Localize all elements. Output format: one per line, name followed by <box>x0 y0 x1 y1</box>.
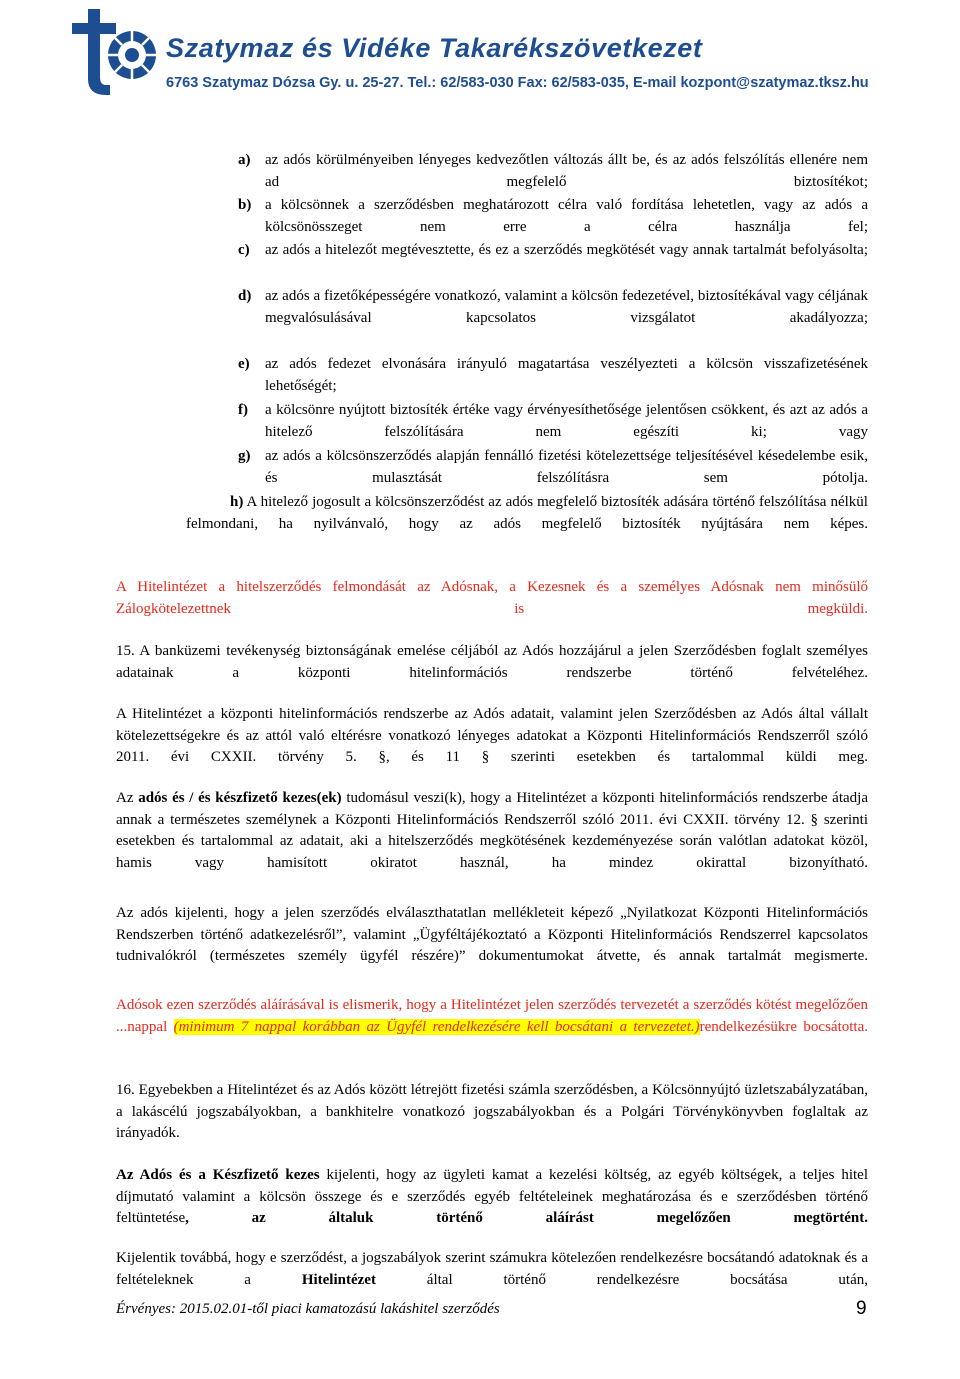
kijelenti-paragraph: Az adós kijelenti, hogy a jelen szerződés elválaszthatatlan mellékleteit képező „Nyilatkozat Központi Hitelinformációs Rendszerben történő adatkezelésről”, valamint „Ügyféltájékoztató a Központi Hitelinformációs Rendszerrel kapcsolatos tudnivalókról (természetes személy ügyfél részére)” dokumentumokat átvette, és annak tartalmát megismerte. <box>116 905 868 964</box>
list-text: az adós a fizetőképességére vonatkozó, valamint a kölcsön fedezetével, biztosítékával vagy céljának megvalósulásával kapcsolatos vizsgálatot akadályozza; <box>265 288 868 326</box>
list-marker: c) <box>238 242 250 258</box>
section-15: 15. A banküzemi tevékenység biztonságának emelése céljából az Adós hozzájárul a jelen Szerződésben foglalt személyes adatainak a központi hitelinformációs rendszerbe történő felvételéhez. <box>116 643 868 681</box>
list-text: a kölcsönnek a szerződésben meghatározott célra való fordítása lehetetlen, vagy az adós a kölcsönösszeget nem erre a célra használja fel; <box>265 197 868 235</box>
list-marker: h) <box>230 494 244 510</box>
termination-notice: A Hitelintézet a hitelszerződés felmondását az Adósnak, a Kezesnek és a személyes Adósnak nem minősülő Zálogkötelezettnek is megküldi. <box>116 579 868 617</box>
koltseg-bold-2: , az általuk történő aláírást megelőzően megtörtént. <box>185 1210 868 1226</box>
list-text: a kölcsönre nyújtott biztosíték értéke vagy érvényesíthetősége jelentősen csökkent, és azt az adós a hitelező felszólítására nem egészíti ki; vagy <box>265 402 868 440</box>
adosok-red-end: rendelkezésükre bocsátotta. <box>699 1018 868 1035</box>
kezes-bold: adós és / és készfizető kezes(ek) <box>138 790 342 806</box>
list-item-f <box>238 400 868 443</box>
list-item-c <box>238 240 868 262</box>
page-number: 9 <box>856 1298 867 1319</box>
bank-name: Szatymaz és Vidéke Takarékszövetkezet <box>166 33 703 63</box>
tovabba-text-2: által történő rendelkezésre bocsátása után, <box>375 1271 868 1288</box>
adosok-highlight: (minimum 7 nappal korábban az Ügyfél rendelkezésére kell bocsátani a tervezetet.) <box>173 1018 700 1035</box>
list-text: az adós fedezet elvonására irányuló magatartása veszélyezteti a kölcsön visszafizetésének lehetőségét; <box>265 356 868 394</box>
list-text: az adós a hitelezőt megtévesztette, és ez a szerződés megkötését vagy annak tartalmát befolyásolta; <box>265 242 868 258</box>
kezes-text-1: Az <box>116 790 139 806</box>
list-item-g <box>238 446 868 489</box>
adosok-red-text: Adósok ezen szerződés aláírásával is elismerik, hogy a Hitelintézet jelen szerződés tervezetét a szerződés kötést megelőzően ...nappal <box>116 997 868 1035</box>
list-text: az adós a kölcsönszerződés alapján fennálló fizetési kötelezettsége teljesítésével késedelembe esik, és mulasztását felszólításra sem pótolja. <box>265 448 868 486</box>
tovabba-paragraph <box>116 1248 868 1291</box>
bank-contact: 6763 Szatymaz Dózsa Gy. u. 25-27. Tel.: 62/583-030 Fax: 62/583-035, E-mail kozpont@szatymaz.tksz.hu <box>166 75 869 91</box>
takarek-logo-icon <box>66 5 162 101</box>
list-marker: f) <box>238 402 248 418</box>
list-item-a <box>238 150 868 193</box>
list-marker: e) <box>238 356 250 372</box>
list-item-b <box>238 195 868 238</box>
paragraph-h <box>186 492 868 535</box>
list-marker: a) <box>238 152 251 168</box>
koltseg-paragraph <box>116 1165 868 1230</box>
koltseg-bold-1: Az Adós és a Készfizető kezes <box>116 1167 320 1183</box>
list-marker: g) <box>238 448 251 464</box>
letterhead <box>0 0 960 110</box>
adosok-paragraph <box>116 995 868 1038</box>
list-item-e <box>238 354 868 397</box>
footer-validity: Érvényes: 2015.02.01-től piaci kamatozású lakáshitel szerződés <box>116 1301 500 1317</box>
section-16: 16. Egyebekben a Hitelintézet és az Adós között létrejött fizetési számla szerződésben, a Kölcsönnyújtó üzletszabályzatában, a lakáscélú jogszabályokban, a bankhitelre vonatkozó jogszabályokban és a Polgári Törvénykönyvben foglaltak az irányadók. <box>116 1082 868 1141</box>
koltseg-text: kijelenti, hogy az ügyleti kamat a kezelési költség, az egyéb költségek, a teljes hitel díjmutató valamint a kölcsön összege és e szerződés egyéb feltételeinek meghatározása és e szerződésben történő feltüntetése <box>116 1167 868 1226</box>
kezes-text-2: tudomásul veszi(k), hogy a Hitelintézet a központi hitelinformációs rendszerbe átadja annak a természetes személynek a Központi Hitelinformációs Rendszerről szóló 2011. évi CXXII. törvény 12. § szerinti esetekben és tartalommal az adatait, aki a hitelszerződés megkötésének kezdeményezése során valótlan adatokat közöl, hamis vagy hamisított okiratot használ, ha mindez okirattal bizonyítható. <box>116 790 868 871</box>
list-item-d <box>238 286 868 329</box>
list-text: az adós körülményeiben lényeges kedvezőtlen változás állt be, és az adós felszólítás ellenére nem ad megfelelő biztosítékot; <box>265 152 868 190</box>
paragraph-h-text: A hitelező jogosult a kölcsönszerződést az adós megfelelő biztosíték adására történő felszólítása nélkül felmondani, ha nyilvánvaló, hogy az adós megfelelő biztosíték nyújtására nem képes. <box>186 494 868 532</box>
list-marker: d) <box>238 288 252 304</box>
khr-paragraph: A Hitelintézet a központi hitelinformációs rendszerbe az Adós adatait, valamint jelen Szerződésben az Adós által vállalt kötelezettségekre és az attól való eltérésre vonatkozó lényeges adatokat a Központi Hitelinformációs Rendszerről szóló 2011. évi CXXII. törvény 5. §, és 11 § szerinti esetekben és tartalommal küldi meg. <box>116 706 868 765</box>
list-marker: b) <box>238 197 252 213</box>
tovabba-bold: Hitelintézet <box>301 1271 376 1288</box>
kezes-paragraph <box>116 788 868 874</box>
tovabba-text-1: Kijelentik továbbá, hogy e szerződést, a jogszabályok szerint számukra kötelezően rendelkezésre bocsátandó adatoknak és a feltételeknek a <box>116 1250 868 1288</box>
